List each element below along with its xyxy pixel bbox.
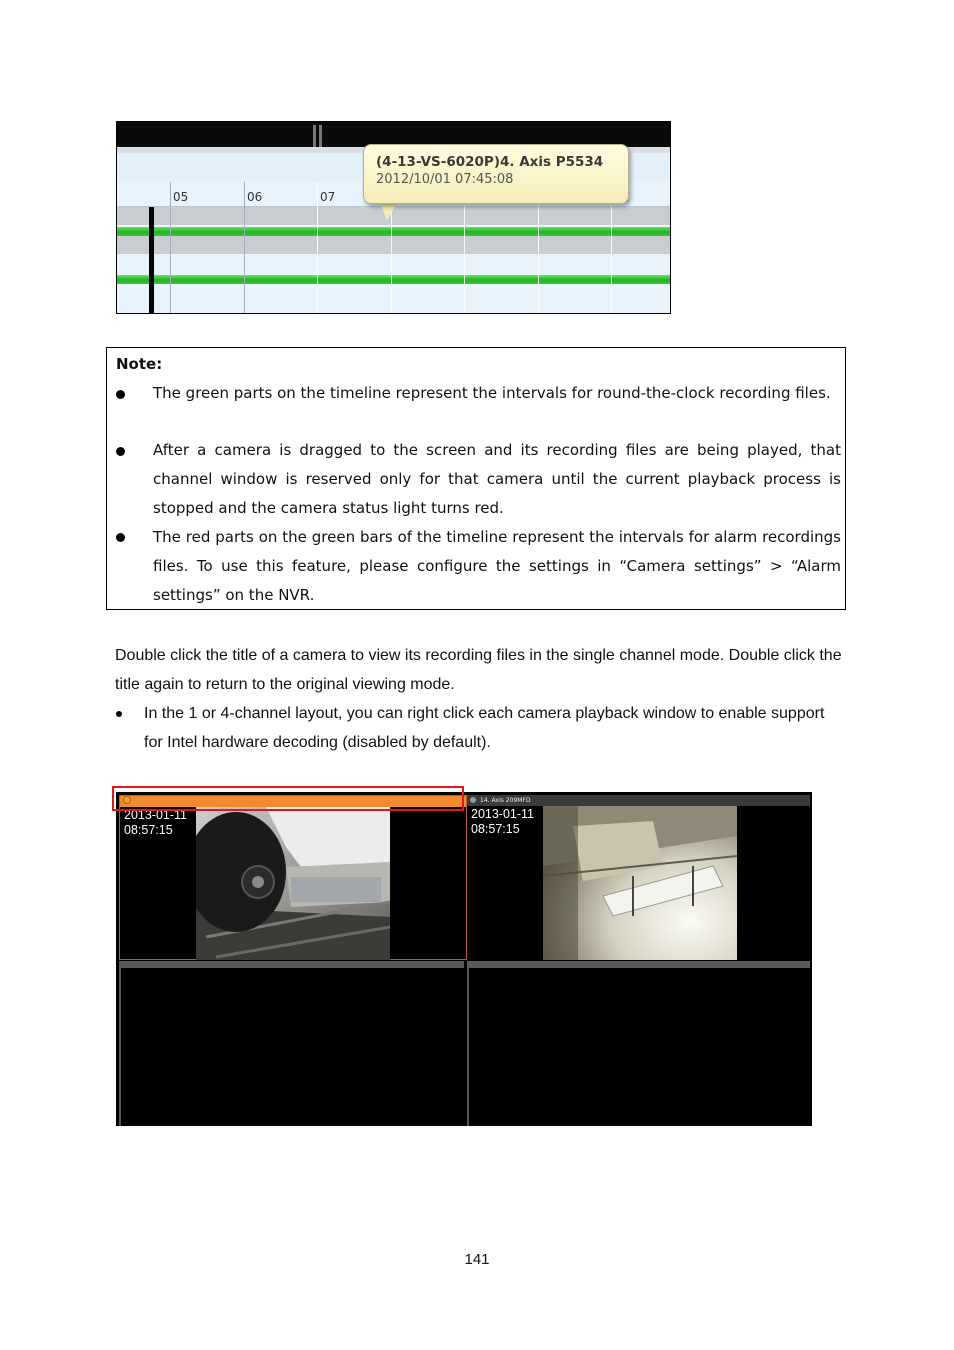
note-item: The green parts on the timeline represent the intervals for round-the-clock recording files. bbox=[153, 384, 831, 402]
status-light-icon bbox=[470, 797, 476, 803]
note-title: Note: bbox=[116, 355, 163, 373]
timestamp-time: 08:57:15 bbox=[471, 822, 520, 836]
timestamp-date: 2013-01-11 bbox=[471, 807, 535, 821]
bullet-icon bbox=[116, 533, 125, 542]
tooltip-camera-name: (4-13-VS-6020P)4. Axis P5534 bbox=[376, 154, 604, 170]
timeline-row bbox=[117, 284, 670, 313]
hour-label: 07 bbox=[320, 190, 336, 204]
header-separator bbox=[319, 125, 322, 147]
playback-cursor[interactable] bbox=[149, 207, 154, 313]
highlight-box bbox=[112, 786, 464, 811]
body-paragraph: Double click the title of a camera to view its recording files in the single channel mode. Double click the title again to return to the original viewing mode. bbox=[115, 647, 842, 693]
timeline-row bbox=[117, 236, 670, 254]
playback-pane-1[interactable] bbox=[119, 795, 467, 960]
camera-image bbox=[543, 806, 737, 960]
pane-title-bar[interactable] bbox=[119, 961, 464, 968]
note-item: After a camera is dragged to the screen and its recording files are being played, that channel window is reserved only for that camera until the current playback process is stopped and the camera status light turns red. bbox=[153, 441, 841, 517]
playback-pane-4[interactable] bbox=[467, 968, 812, 1126]
timeline-tooltip bbox=[363, 144, 629, 204]
hour-tick bbox=[244, 182, 245, 313]
timeline-row bbox=[117, 254, 670, 272]
bullet-icon bbox=[116, 447, 125, 456]
camera-image bbox=[196, 807, 390, 960]
playback-pane-3[interactable] bbox=[119, 968, 466, 1126]
page-number: 141 bbox=[464, 1251, 490, 1268]
note-item: The red parts on the green bars of the timeline represent the intervals for alarm recordings files. To use this feature, please configure the settings in “Camera settings” > “Alarm settings” on the NVR. bbox=[153, 528, 841, 604]
recording-bar bbox=[117, 227, 670, 236]
recording-bar bbox=[117, 275, 670, 284]
note-box bbox=[106, 347, 846, 610]
pane-title: 14. Axis 209MFD bbox=[480, 797, 531, 804]
header-separator bbox=[313, 125, 316, 147]
timeline-screenshot bbox=[116, 121, 671, 314]
timestamp-time: 08:57:15 bbox=[124, 823, 173, 837]
timestamp-date: 2013-01-11 bbox=[124, 808, 188, 822]
playback-pane-2[interactable] bbox=[467, 795, 810, 960]
pane-title-bar[interactable] bbox=[467, 795, 810, 806]
hour-tick bbox=[317, 182, 318, 313]
hour-label: 05 bbox=[173, 190, 189, 204]
pane-title-bar[interactable] bbox=[467, 961, 810, 968]
hour-tick bbox=[170, 182, 171, 313]
bullet-icon bbox=[116, 711, 122, 717]
hour-label: 06 bbox=[247, 190, 263, 204]
body-bullet-text: In the 1 or 4-channel layout, you can right click each camera playback window to enable support for Intel hardware decoding (disabled by default). bbox=[144, 705, 825, 751]
tooltip-datetime: 2012/10/01 07:45:08 bbox=[376, 172, 514, 187]
timestamp bbox=[124, 808, 187, 838]
bullet-icon bbox=[116, 390, 125, 399]
timestamp bbox=[471, 807, 534, 837]
playback-screenshot bbox=[116, 792, 812, 1126]
